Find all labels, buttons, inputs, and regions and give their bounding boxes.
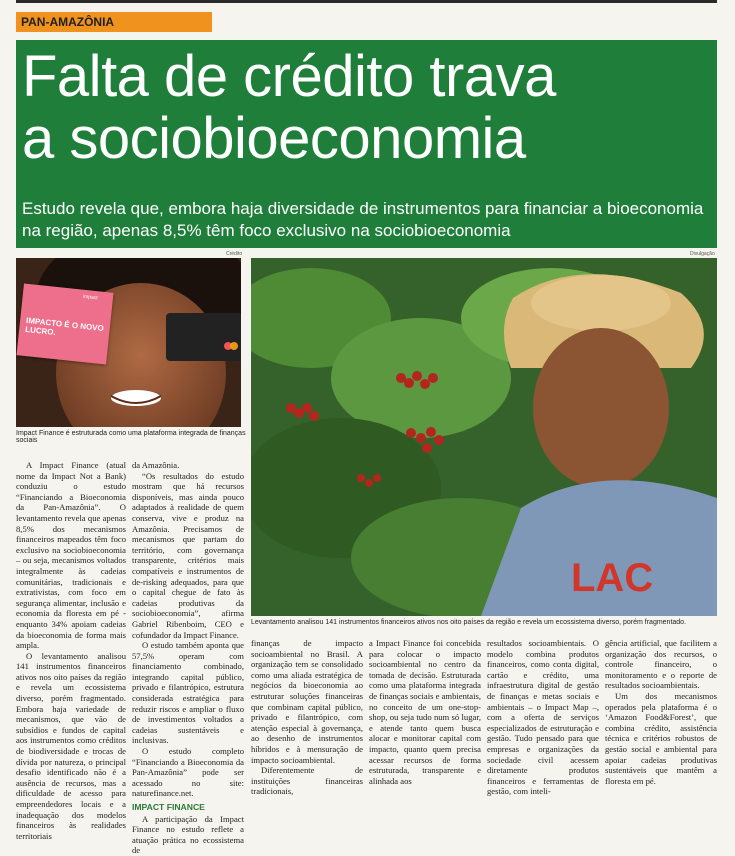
headline-banner [16,40,717,248]
photo-farmer-coffee [251,258,717,616]
photo2-caption: Levantamento analisou 141 instrumentos financeiros ativos nos oito países da região e revela um ecossistema diverso, porém fragmentado. [251,619,687,626]
paragraph: O estudo completo “Financiando a Bioeconomia da Pan-Amazônia” pode ser acessado no site: naturefinance.net. [132,746,244,799]
paragraph: O levantamento analisou 141 instrumentos financeiros ativos nos oito países da região e revela um ecossistema diverso, porém fragmentado. Embora haja variedade de mecanismos, que vão de subsídios e fundos de capital aos instrumentos como créditos de biodiversidade e trocas de dívida por natureza, o principal desafio identificado não é a ausência de recursos, mas a dificuldade de acesso para empreendedores locais e a inadequação dos modelos financeiros às realidades territoriais [16,650,126,841]
headline: Falta de crédito trava a sociobioeconomia [22,44,556,171]
paragraph: gência artificial, que facilitem a organização dos recursos, o controle financeiro, o monitoramento e o reporte de resultados socioambientais. [605,638,717,691]
photo1-credit: Crédito [226,251,243,257]
article-column-6 [605,638,717,786]
article-column-3 [251,638,363,797]
subtitle: Estudo revela que, embora haja diversidade de instrumentos para financiar a bioeconomia na região, apenas 8,5% têm foco exclusivo na sociobioeconomia [22,199,704,240]
photo2-credit: Divulgação [690,251,715,257]
paragraph: A Impact Finance (atual nome da Impact Not a Bank) conduziu o estudo “Financiando a Bioeconomia da Pan-Amazônia”. O levantamento revela que apenas 8,5% dos mecanismos financeiros mapeados têm foco exclusivo na sociobioeconomia – ou seja, mecanismos voltados integralmente às cadeias comunitárias, tradicionais e extrativistas, com foco em segurança alimentar, inclusão e economia da floresta em pé - enquanto 34% apoiam cadeias da bioeconomia de forma mais ampla. [16,460,126,651]
section-subhead: IMPACT FINANCE [132,802,205,812]
section-tag: PAN-AMAZÔNIA [16,12,212,32]
pink-card [16,283,113,364]
photo1-caption: Impact Finance é estruturada como uma plataforma integrada de finanças sociais [16,430,246,444]
paragraph: resultados socioambientais. O modelo combina produtos financeiros, como conta digital, cartão e crédito, uma infraestrutura digital de gestão de finanças e metas sociais e ambientais – o Impact Map –, com a oferta de serviços especializados de estruturação e gestão. Tudo pensado para que empresas e organizações da sociedade civil acessem diretamente produtos financeiros e ferramentas de gestão, com inteli- [487,638,599,797]
paragraph: “Os resultados do estudo mostram que há recursos disponíveis, mas ainda pouco adaptados à realidade de quem conserva, vive e produz na Amazônia. Precisamos de mecanismos que partam do território, com governança transparente, critérios mais compatíveis e instrumentos de de-risking adequados, para que o capital chegue de fato às cadeias produtivas da sociobioeconomia”, afirma Gabriel Ribenboim, CEO e cofundador da Impact Finance. [132,470,244,640]
top-rule [16,0,717,3]
shirt-text: LAC [571,556,654,600]
article-column-4 [369,638,481,786]
article-column-1 [16,460,126,841]
paragraph: Diferentemente de instituições financeiras tradicionais, [251,765,363,797]
paragraph: a Impact Finance foi concebida para colocar o impacto socioambiental no centro da tomada de decisão. Estruturada como uma plataforma integrada de finanças sociais e ambientais, no conceito de um one-stop-shop, ou seja tudo num só lugar, e atende tanto quem busca alocar e monitorar capital com impacto, quanto quem precisa acessar recursos de forma estruturada, transparente e alinhada aos [369,638,481,786]
photo-woman-card [16,258,241,427]
paragraph: finanças de impacto socioambiental no Brasil. A organização tem se consolidado como uma aliada estratégica de negócios da bioeconomia ao estruturar soluções financeiras que combinam capital público, privado e filantrópico, com atenção especial à governança, ao desenho de instrumentos híbridos e à mensuração de impacto socioambiental. [251,638,363,765]
paragraph: Um dos mecanismos operados pela plataforma é o ‘Amazon Food&Forest’, que combina crédito, assistência técnica e critérios robustos de gestão social e ambiental para apoiar cadeias produtivas sustentáveis que mantêm a floresta em pé. [605,690,717,786]
article-column-5 [487,638,599,797]
card-brand: impact [82,293,98,302]
paragraph: O estudo também aponta que 57,5% operam com financiamento combinado, integrando capital público, privado e filantrópico, estrutura considerada estratégica para reduzir riscos e ampliar o fluxo de investimentos voltados a cadeias sustentáveis e inclusivas. [132,640,244,746]
paragraph: da Amazônia. [132,460,180,470]
paragraph: A participação da Impact Finance no estudo reflete a atuação prática no ecossistema de [132,813,244,856]
card-text: IMPACTO É O NOVO LUCRO. [24,315,105,338]
article-column-2 [132,460,244,856]
